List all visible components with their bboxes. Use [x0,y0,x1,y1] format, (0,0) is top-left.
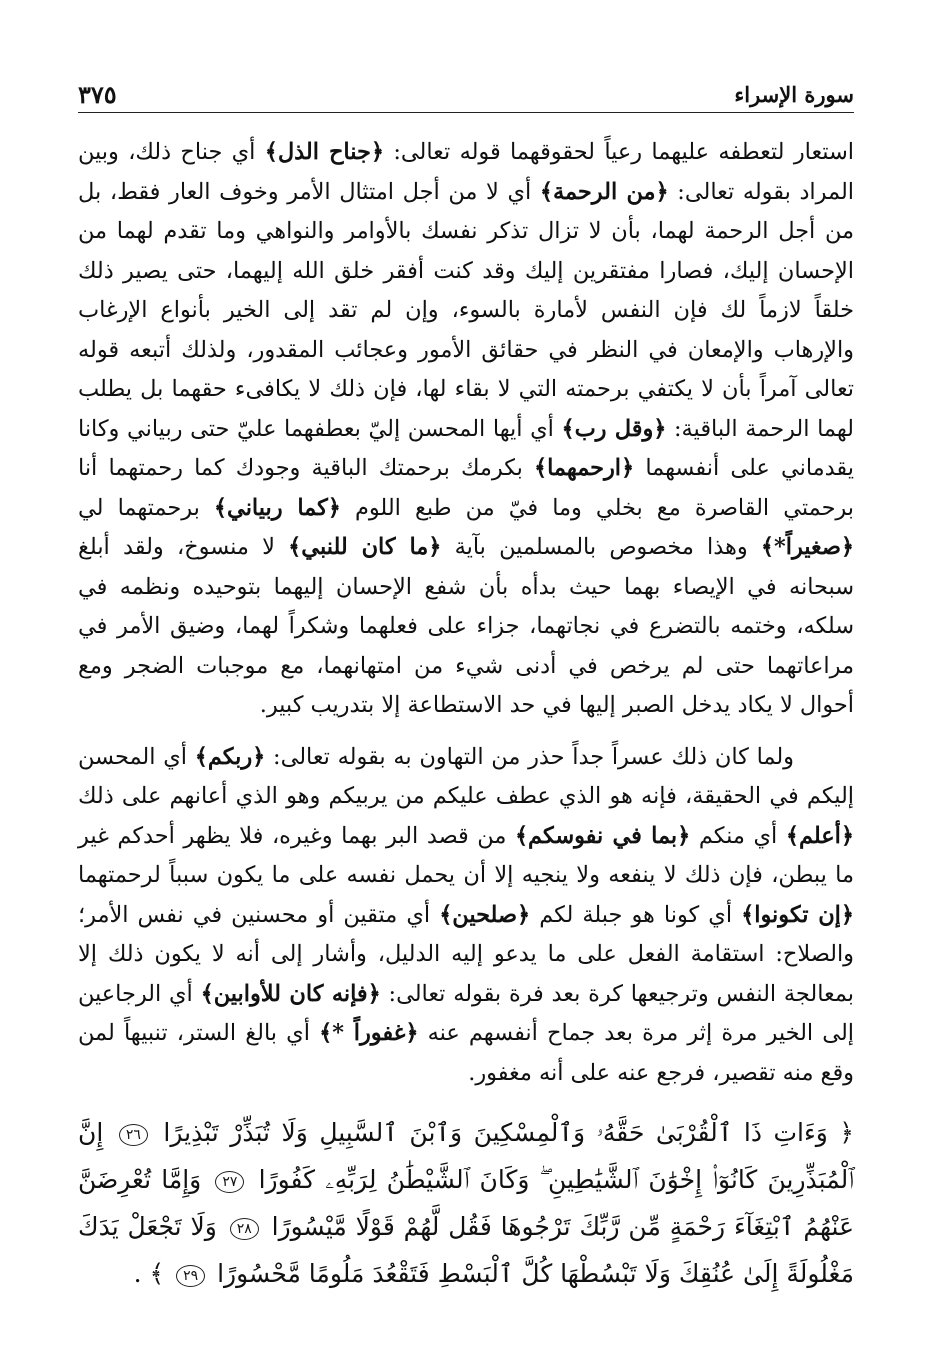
quran-quote: ﴿ربكم﴾ [194,743,266,770]
quran-quote: ﴿جناح الذل﴾ [264,139,384,165]
page-number: ٣٧٥ [78,80,117,109]
quran-quote: ﴿إن تكونوا﴾ [741,901,854,928]
verse-29: وَلَا تَجْعَلْ يَدَكَ مَغْلُولَةً إِلَىٰ عُنُقِكَ وَلَا تَبْسُطْهَا كُلَّ ٱلْبَسْطِ فَتَقْعُدَ مَلُومًا مَّحْسُورًا [78,1212,854,1288]
quran-quote: ﴿كما ربياني﴾ [213,494,341,521]
verse-close-bracket: ﴾ . [133,1259,173,1288]
quran-quote: ﴿من الرحمة﴾ [539,178,669,205]
text-run: أي المحسن إليكم في الحقيقة، فإنه هو الذي عطف عليكم من يربيكم وهو الذي أعانهم على ذلك [78,743,854,809]
paragraph-1 [78,133,854,726]
running-header [78,78,854,113]
text-run: أي أيها المحسن إليّ بعطفهما عليّ حتى ربياني وكانا يقدماني على أنفسهما [78,415,854,481]
text-run: أي متقين أو محسنين في نفس الأمر؛ والصلاح: استقامة الفعل على ما يدعو إليه الدليل، وأشار إلى أنه لا يكون ذلك إلا بمعالجة النفس وترجيعها كرة بعد فرة بقوله تعالى: [78,901,854,1007]
quran-quote: ﴿صلحين﴾ [439,901,531,928]
commentary-text [78,133,854,1093]
text-run: برحمتهما لي [78,494,214,521]
ayah-number-28: ٢٨ [230,1218,259,1240]
text-run: استعار لتعطفه عليهما رعياً لحقوقهما قوله تعالى: [383,139,854,165]
ayah-number-29: ٢٩ [176,1265,205,1287]
verse-28: وَإِمَّا تُعْرِضَنَّ عَنْهُمُ ٱبْتِغَآءَ رَحْمَةٍ مِّن رَّبِّكَ تَرْجُوهَا فَقُل لَّهُمْ قَوْلًا مَّيْسُورًا [78,1165,855,1241]
surah-title: سورة الإسراء [734,82,854,107]
paragraph-2 [78,738,854,1094]
text-run: أي كونا هو جبلة لكم [530,901,742,928]
text-run: ولما كان ذلك عسراً جداً حذر من التهاون به بقوله تعالى: [265,743,794,770]
quran-quote: ﴿فإنه كان للأوابين﴾ [200,980,381,1007]
text-run: أي الرجاعين إلى الخير مرة إثر مرة بعد جماح أنفسهم عنه [78,980,854,1046]
quran-quote: ﴿أعلم﴾ [785,822,854,849]
verse-27: إِنَّ ٱلْمُبَذِّرِينَ كَانُوٓا۟ إِخْوَٰنَ ٱلشَّيَٰطِينِ ۖ وَكَانَ ٱلشَّيْطَٰنُ لِرَبِّهِۦ كَفُورًا [78,1118,854,1194]
text-run: بكرمك برحمتك الباقية وجودك كما رحمتهما أنا برحمتي القاصرة مع بخلي وما فيّ من طبع اللوم [78,455,855,521]
quran-quote: ﴿ما كان للنبي﴾ [288,534,442,560]
verse-open-bracket: ﴿ [827,1118,855,1147]
text-run: وهذا مخصوص بالمسلمين بآية [441,534,761,560]
quran-quote: ﴿بما في نفوسكم﴾ [514,822,691,849]
text-run: أي بالغ الستر، تنبيهاً لمن وقع منه تقصير، فرجع عنه على أنه مغفور. [78,1020,854,1086]
quran-quote: ﴿غفوراً *﴾ [319,1020,419,1046]
text-run: أي لا من أجل امتثال الأمر وخوف العار فقط، بل من أجل الرحمة لهما، بأن لا تزال تذكر نفسك بالأوامر والنواهي وما تقدم لهما من الإحسان إليك، فصارا مفتقرين إليك وقد كنت أفقر خلق الله إليهما، حتى يصير ذلك خلقاً لازماً لك فإن النفس لأمارة بالسوء، وإن لم تقد إلى الخير بأنواع الإرغاب والإرهاب والإمعان في النظر في حقائق الأمور وعجائب المقدور، ولذلك أتبعه قوله تعالى آمراً بأن لا يكتفي برحمته التي لا بقاء لها، فإن ذلك لا يكافىء حقهما بل يطلب لهما الرحمة الباقية: [78,178,854,442]
verse-26: وَءَاتِ ذَا ٱلْقُرْبَىٰ حَقَّهُۥ وَٱلْمِسْكِينَ وَٱبْنَ ٱلسَّبِيلِ وَلَا تُبَذِّرْ تَبْذِيرًا [163,1118,828,1147]
book-page [78,78,854,1328]
quran-quote: ﴿وقل رب﴾ [561,415,667,442]
text-run: أي منكم [690,822,786,849]
text-run: أي جناح ذلك، وبين المراد بقوله تعالى: [78,139,854,205]
ayah-number-27: ٢٧ [215,1171,244,1193]
quran-quote: ﴿صغيراً*﴾ [760,534,854,560]
quran-quote: ﴿ارحمهما﴾ [533,455,635,481]
quran-verses [78,1109,854,1297]
text-run: لا منسوخ، ولقد أبلغ سبحانه في الإيصاء بهما حيث بدأه بأن شفع الإحسان إليهما بتوحيده ونظمه في سلكه، وختمه بالتضرع في نجاتهما، جزاء على فعلهما وشكراً لهما، وضيق الأمر في مراعاتهما حتى لم يرخص في أدنى شيء من امتهانهما، مع موجبات الضجر ومع أحوال لا يكاد يدخل الصبر إليها في حد الاستطاعة إلا بتدريب كبير. [78,534,854,718]
ayah-number-26: ٢٦ [119,1124,148,1146]
text-run: من قصد البر بهما وغيره، فلا يظهر أحدكم غير ما يبطن، فإن ذلك لا ينفعه ولا ينجيه إلا أن يحمل نفسه على ما يكون سبباً لرحمتهما [78,822,854,888]
